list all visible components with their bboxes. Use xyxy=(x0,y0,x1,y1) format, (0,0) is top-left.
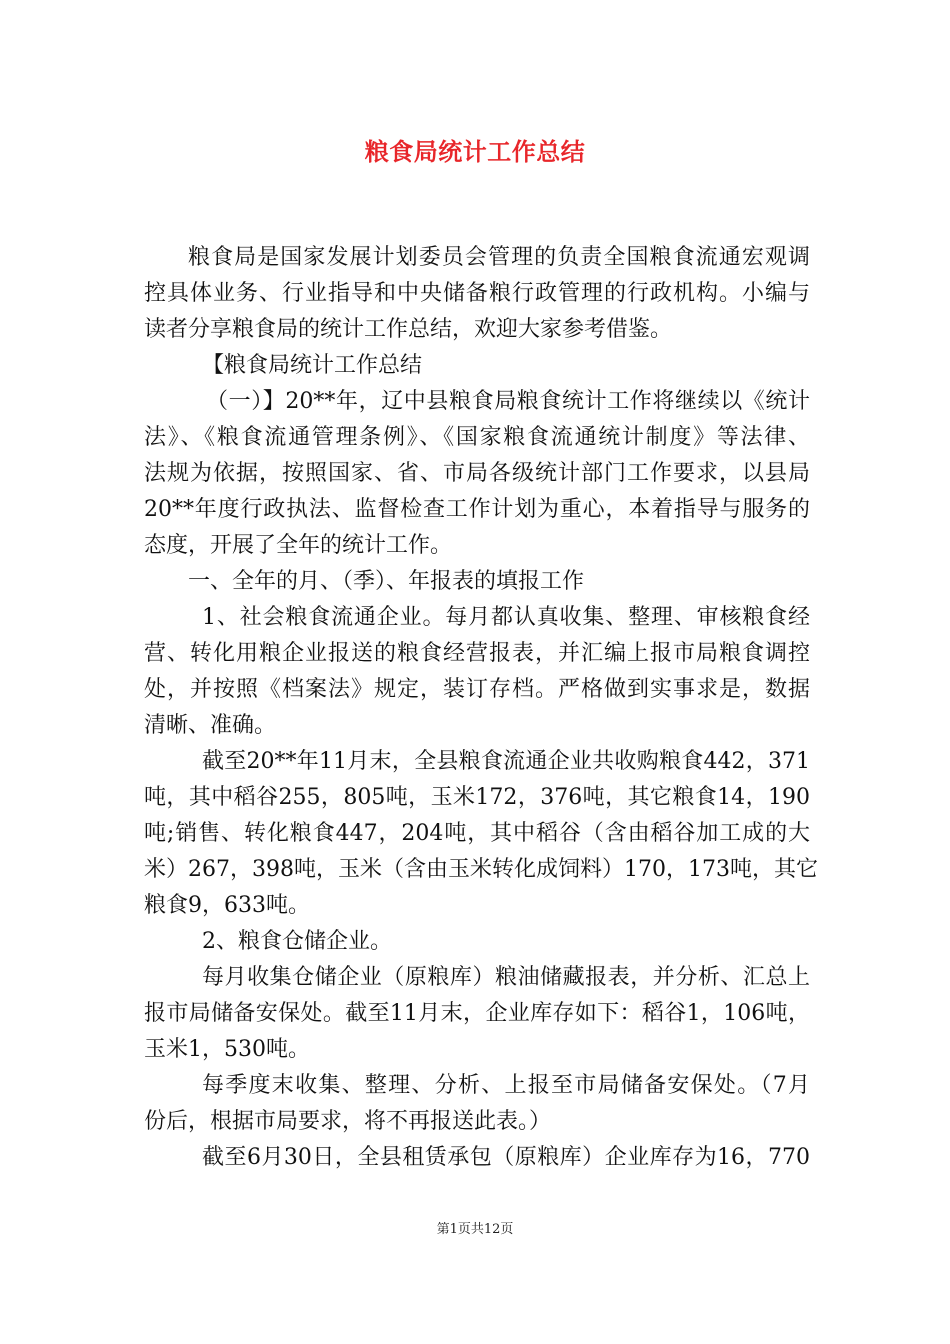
paragraph-line: 态度，开展了全年的统计工作。 xyxy=(144,533,453,558)
page-number-footer: 第1页共12页 xyxy=(436,1222,514,1237)
paragraph-line: 报市局储备安保处。截至11月末，企业库存如下：稻谷1，106吨， xyxy=(144,1001,810,1026)
paragraph-line: 吨，其中稻谷255，805吨，玉米172，376吨，其它粮食14，190 xyxy=(144,785,810,810)
paragraph-line: 读者分享粮食局的统计工作总结，欢迎大家参考借鉴。 xyxy=(144,317,673,342)
paragraph-line: 法》、《粮食流通管理条例》、《国家粮食流通统计制度》等法律、 xyxy=(144,425,810,450)
document-title: 粮食局统计工作总结 xyxy=(364,137,586,166)
paragraph-line: 1、社会粮食流通企业。每月都认真收集、整理、审核粮食经 xyxy=(202,605,810,630)
paragraph-line: 粮食局是国家发展计划委员会管理的负责全国粮食流通宏观调 xyxy=(188,245,810,270)
section-heading: 2、粮食仓储企业。 xyxy=(202,929,392,954)
paragraph-line: 20**年度行政执法、监督检查工作计划为重心，本着指导与服务的 xyxy=(144,497,810,522)
paragraph-line: 【粮食局统计工作总结 xyxy=(202,353,423,378)
document-body xyxy=(144,240,818,1176)
paragraph-line: （一）】20**年，辽中县粮食局粮食统计工作将继续以《统计 xyxy=(206,389,810,414)
section-heading: 一、全年的月、（季）、年报表的填报工作 xyxy=(188,569,585,594)
paragraph-line: 米）267，398吨，玉米（含由玉米转化成饲料）170，173吨，其它 xyxy=(144,857,818,882)
paragraph-line: 清晰、准确。 xyxy=(144,713,277,738)
paragraph-line: 玉米1，530吨。 xyxy=(144,1037,310,1062)
paragraph-line: 法规为依据，按照国家、省、市局各级统计部门工作要求，以县局 xyxy=(144,461,810,486)
paragraph-line: 每季度末收集、整理、分析、上报至市局储备安保处。（7月 xyxy=(202,1073,810,1098)
paragraph-line: 控具体业务、行业指导和中央储备粮行政管理的行政机构。小编与 xyxy=(144,281,810,306)
paragraph-line: 每月收集仓储企业（原粮库）粮油储藏报表，并分析、汇总上 xyxy=(202,965,810,990)
paragraph-line: 营、转化用粮企业报送的粮食经营报表，并汇编上报市局粮食调控 xyxy=(144,641,810,666)
paragraph-line: 截至6月30日，全县租赁承包（原粮库）企业库存为16，770 xyxy=(202,1145,810,1170)
paragraph-line: 吨;销售、转化粮食447，204吨，其中稻谷（含由稻谷加工成的大 xyxy=(144,821,810,846)
paragraph-line: 粮食9，633吨。 xyxy=(144,893,310,918)
paragraph-line: 份后，根据市局要求，将不再报送此表。） xyxy=(144,1109,552,1134)
paragraph-line: 截至20**年11月末，全县粮食流通企业共收购粮食442，371 xyxy=(202,749,810,774)
paragraph-line: 处，并按照《档案法》规定，装订存档。严格做到实事求是，数据 xyxy=(144,677,810,702)
